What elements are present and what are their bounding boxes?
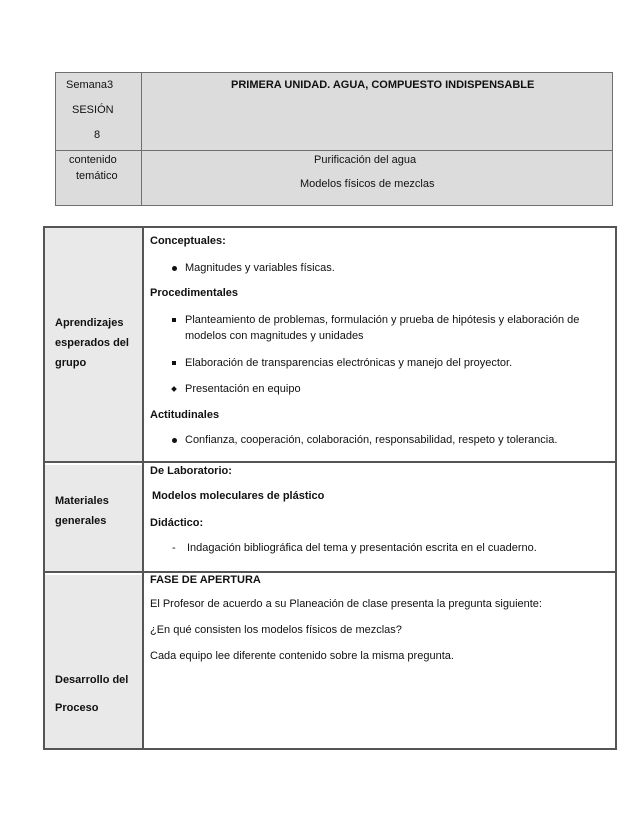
desarrollo-line1: El Profesor de acuerdo a su Planeación de clase presenta la pregunta siguiente: [150, 598, 542, 610]
procedimentales-item2: Elaboración de transparencias electrónicas y manejo del proyector. [185, 357, 513, 369]
unit-title: PRIMERA UNIDAD. AGUA, COMPUESTO INDISPENSABLE [231, 79, 535, 91]
actitudinales-item: Confianza, cooperación, colaboración, responsabilidad, respeto y tolerancia. [185, 434, 558, 446]
semana-label: Semana3 [66, 79, 114, 91]
materiales-label-line1: Materiales [55, 495, 109, 507]
sesion-number: 8 [94, 129, 101, 141]
materiales-label-line2: generales [55, 515, 107, 527]
conceptuales-heading: Conceptuales: [150, 235, 226, 247]
bullet-icon [172, 266, 177, 271]
row-divider-1 [45, 461, 615, 463]
desarrollo-line3: Cada equipo lee diferente contenido sobre la misma pregunta. [150, 650, 454, 662]
topic-modelos: Modelos físicos de mezclas [300, 178, 435, 190]
fase-apertura-heading: FASE DE APERTURA [150, 574, 261, 586]
topic-purificacion: Purificación del agua [314, 154, 417, 166]
row-divider-2 [45, 571, 615, 573]
procedimentales-heading: Procedimentales [150, 287, 239, 299]
didactico-item: Indagación bibliográfica del tema y presentación escrita en el cuaderno. [187, 542, 537, 554]
main-table [43, 226, 617, 750]
laboratorio-heading: De Laboratorio: [150, 465, 232, 477]
conceptuales-item: Magnitudes y variables físicas. [185, 262, 335, 274]
header-column-divider [141, 73, 142, 205]
bullet-icon [172, 361, 176, 365]
procedimentales-item3: Presentación en equipo [185, 383, 301, 395]
contenido-label-line2: temático [76, 170, 118, 182]
laboratorio-item: Modelos moleculares de plástico [152, 490, 325, 502]
sesion-label: SESIÓN [72, 104, 114, 116]
didactico-heading: Didáctico: [150, 517, 204, 529]
procedimentales-item1-line1: Planteamiento de problemas, formulación y prueba de hipótesis y elaboración de [185, 314, 580, 326]
header-table [55, 72, 613, 206]
header-row-divider [56, 150, 612, 151]
actitudinales-heading: Actitudinales [150, 409, 220, 421]
desarrollo-label-line2: Proceso [55, 702, 99, 714]
desarrollo-label-cell [45, 575, 142, 748]
aprendizajes-label-line3: grupo [55, 357, 87, 369]
aprendizajes-label-line2: esperados del [55, 337, 129, 349]
bullet-icon [172, 318, 176, 322]
desarrollo-line2: ¿En qué consisten los modelos físicos de mezclas? [150, 624, 402, 636]
contenido-label-line1: contenido [69, 154, 117, 166]
didactico-dash: - [172, 542, 176, 554]
main-column-divider [142, 228, 144, 748]
desarrollo-label-line1: Desarrollo del [55, 674, 129, 686]
procedimentales-item1-line2: modelos con magnitudes y unidades [185, 330, 364, 342]
bullet-icon [172, 438, 177, 443]
aprendizajes-label-line1: Aprendizajes [55, 317, 124, 329]
bullet-icon [171, 386, 177, 392]
